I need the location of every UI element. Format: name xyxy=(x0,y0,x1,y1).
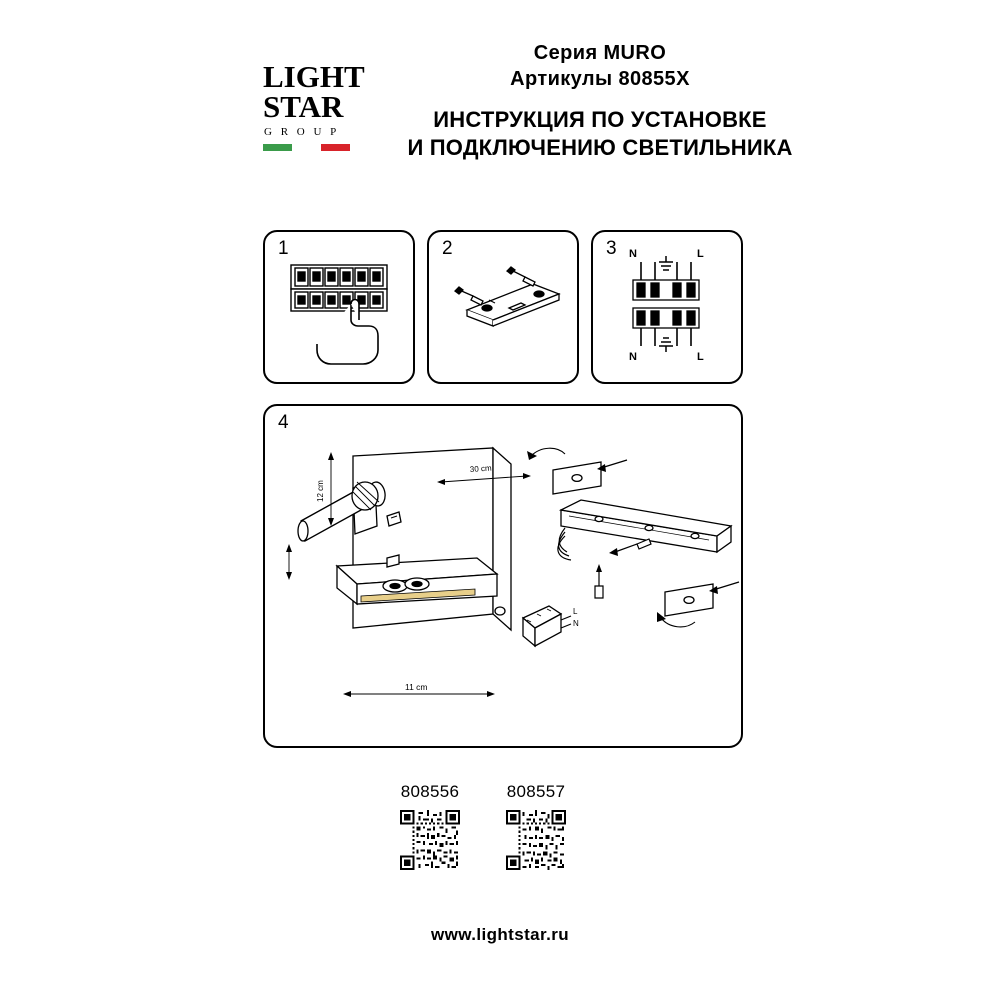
code-block-808557 xyxy=(486,782,586,870)
terminal-label-l: L xyxy=(573,607,578,616)
step-4-panel xyxy=(263,404,743,748)
code-label-808556: 808556 xyxy=(400,782,460,801)
code-block-808556 xyxy=(380,782,480,870)
series-title: Серия MURO xyxy=(533,42,667,64)
step-1-number: 1 xyxy=(278,238,289,259)
instruction-line-2: И ПОДКЛЮЧЕНИЮ СВЕТИЛЬНИКА xyxy=(407,135,793,160)
step-3-panel xyxy=(591,230,743,384)
label-l-bottom: L xyxy=(697,351,704,363)
lightstar-logo xyxy=(253,58,365,163)
logo-text-star: STAR xyxy=(263,89,344,124)
instruction-line-1: ИНСТРУКЦИЯ ПО УСТАНОВКЕ xyxy=(433,107,767,132)
qr-code-808556 xyxy=(400,810,460,870)
logo-text-light: LIGHT xyxy=(263,59,365,94)
code-label-808557: 808557 xyxy=(506,782,566,801)
label-n-bottom: N xyxy=(629,351,637,363)
step-3-number: 3 xyxy=(606,238,617,259)
qr-code-808557 xyxy=(506,810,566,870)
dimension-width: 30 cm xyxy=(469,463,492,474)
logo-flag-icon xyxy=(263,144,350,151)
title-block xyxy=(390,40,810,162)
label-l-top: L xyxy=(697,248,704,260)
step-2-number: 2 xyxy=(442,238,453,259)
step-1-panel xyxy=(263,230,415,384)
footer-website[interactable]: www.lightstar.ru xyxy=(430,925,569,944)
mounting-plate-icon xyxy=(429,232,577,382)
step-4-number: 4 xyxy=(278,412,289,433)
document-header xyxy=(0,40,1000,190)
dimension-depth: 11 cm xyxy=(405,682,428,692)
dimension-height: 12 cm xyxy=(316,480,325,502)
terminal-label-n: N xyxy=(573,619,579,628)
assembly-diagram xyxy=(265,406,741,746)
product-codes xyxy=(380,782,620,892)
article-title: Артикулы 80855Х xyxy=(510,68,690,90)
terminal-wiring-icon xyxy=(593,232,741,382)
label-n-top: N xyxy=(629,248,637,260)
step-2-panel xyxy=(427,230,579,384)
circuit-breaker-icon xyxy=(265,232,413,382)
logo-text-group: G R O U P xyxy=(264,126,340,138)
